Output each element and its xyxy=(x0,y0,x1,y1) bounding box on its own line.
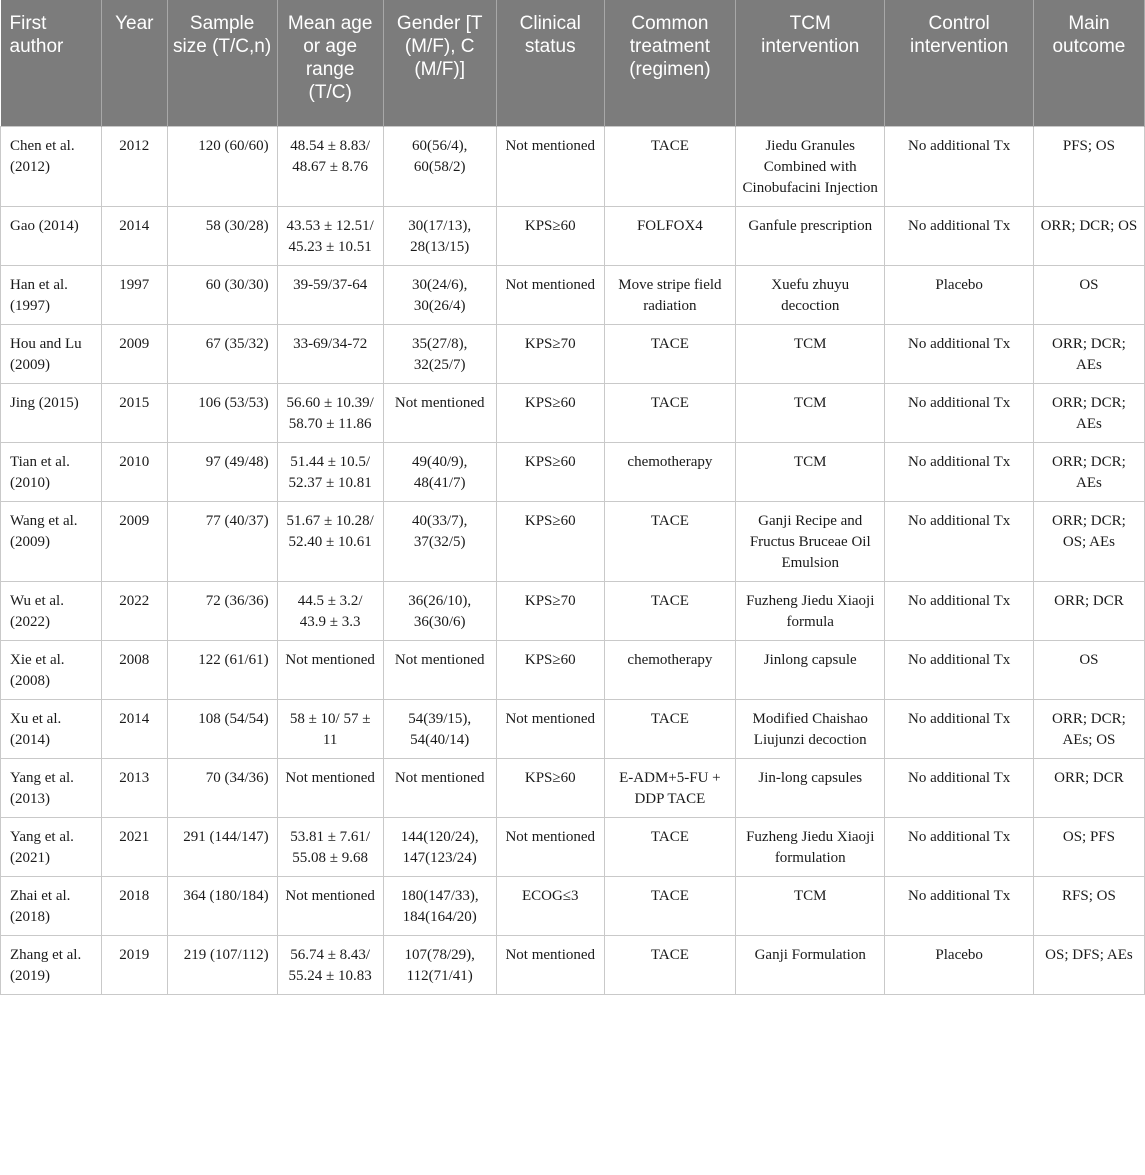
table-row xyxy=(1,640,1145,699)
cell-control: No additional Tx xyxy=(885,581,1033,640)
table-row xyxy=(1,817,1145,876)
cell-control: Placebo xyxy=(885,935,1033,994)
cell-gender: 54(39/15), 54(40/14) xyxy=(383,699,496,758)
cell-control: No additional Tx xyxy=(885,876,1033,935)
cell-tcm: Jin-long capsules xyxy=(736,758,885,817)
cell-age: 33-69/34-72 xyxy=(277,324,383,383)
cell-status: Not mentioned xyxy=(496,126,604,206)
cell-sample: 106 (53/53) xyxy=(167,383,277,442)
cell-gender: Not mentioned xyxy=(383,383,496,442)
cell-sample: 60 (30/30) xyxy=(167,265,277,324)
cell-tcm: TCM xyxy=(736,876,885,935)
cell-age: 51.44 ± 10.5/ 52.37 ± 10.81 xyxy=(277,442,383,501)
cell-treatment: TACE xyxy=(604,324,735,383)
cell-year: 2014 xyxy=(101,206,167,265)
cell-treatment: Move stripe field radiation xyxy=(604,265,735,324)
cell-gender: 144(120/24), 147(123/24) xyxy=(383,817,496,876)
table-row xyxy=(1,699,1145,758)
cell-tcm: Fuzheng Jiedu Xiaoji formula xyxy=(736,581,885,640)
column-header-mean-age: Mean age or age range (T/C) xyxy=(277,0,383,126)
cell-status: Not mentioned xyxy=(496,817,604,876)
cell-year: 2018 xyxy=(101,876,167,935)
cell-tcm: TCM xyxy=(736,442,885,501)
cell-control: No additional Tx xyxy=(885,206,1033,265)
cell-control: No additional Tx xyxy=(885,501,1033,581)
cell-outcome: OS; DFS; AEs xyxy=(1033,935,1144,994)
cell-year: 2014 xyxy=(101,699,167,758)
cell-age: 56.60 ± 10.39/ 58.70 ± 11.86 xyxy=(277,383,383,442)
cell-age: Not mentioned xyxy=(277,758,383,817)
table-row xyxy=(1,126,1145,206)
cell-age: 58 ± 10/ 57 ± 11 xyxy=(277,699,383,758)
cell-treatment: TACE xyxy=(604,501,735,581)
cell-control: No additional Tx xyxy=(885,640,1033,699)
table-header xyxy=(1,0,1145,126)
cell-author: Jing (2015) xyxy=(1,383,102,442)
cell-gender: 35(27/8), 32(25/7) xyxy=(383,324,496,383)
cell-year: 2008 xyxy=(101,640,167,699)
cell-outcome: ORR; DCR; AEs xyxy=(1033,383,1144,442)
cell-year: 2012 xyxy=(101,126,167,206)
cell-status: KPS≥70 xyxy=(496,581,604,640)
cell-control: No additional Tx xyxy=(885,324,1033,383)
cell-year: 2021 xyxy=(101,817,167,876)
cell-sample: 291 (144/147) xyxy=(167,817,277,876)
cell-year: 2015 xyxy=(101,383,167,442)
cell-treatment: FOLFOX4 xyxy=(604,206,735,265)
cell-sample: 70 (34/36) xyxy=(167,758,277,817)
cell-tcm: Jinlong capsule xyxy=(736,640,885,699)
cell-tcm: Modified Chaishao Liujunzi decoction xyxy=(736,699,885,758)
cell-status: Not mentioned xyxy=(496,699,604,758)
cell-treatment: chemotherapy xyxy=(604,442,735,501)
cell-treatment: TACE xyxy=(604,383,735,442)
cell-outcome: RFS; OS xyxy=(1033,876,1144,935)
cell-gender: 30(17/13), 28(13/15) xyxy=(383,206,496,265)
table-row xyxy=(1,442,1145,501)
table-row xyxy=(1,265,1145,324)
cell-tcm: Fuzheng Jiedu Xiaoji formulation xyxy=(736,817,885,876)
cell-gender: 180(147/33), 184(164/20) xyxy=(383,876,496,935)
cell-age: 48.54 ± 8.83/ 48.67 ± 8.76 xyxy=(277,126,383,206)
cell-author: Xie et al. (2008) xyxy=(1,640,102,699)
cell-gender: 40(33/7), 37(32/5) xyxy=(383,501,496,581)
cell-author: Yang et al. (2013) xyxy=(1,758,102,817)
table-row xyxy=(1,501,1145,581)
cell-treatment: chemotherapy xyxy=(604,640,735,699)
cell-sample: 97 (49/48) xyxy=(167,442,277,501)
column-header-control-intervention: Control intervention xyxy=(885,0,1033,126)
cell-status: KPS≥60 xyxy=(496,758,604,817)
cell-sample: 364 (180/184) xyxy=(167,876,277,935)
column-header-main-outcome: Main outcome xyxy=(1033,0,1144,126)
cell-tcm: Ganji Formulation xyxy=(736,935,885,994)
cell-sample: 77 (40/37) xyxy=(167,501,277,581)
cell-age: 43.53 ± 12.51/ 45.23 ± 10.51 xyxy=(277,206,383,265)
table-row xyxy=(1,876,1145,935)
cell-treatment: TACE xyxy=(604,699,735,758)
cell-year: 1997 xyxy=(101,265,167,324)
cell-control: No additional Tx xyxy=(885,442,1033,501)
cell-author: Wu et al. (2022) xyxy=(1,581,102,640)
cell-author: Wang et al. (2009) xyxy=(1,501,102,581)
table-body xyxy=(1,126,1145,994)
cell-tcm: Ganji Recipe and Fructus Bruceae Oil Emulsion xyxy=(736,501,885,581)
column-header-sample-size: Sample size (T/C,n) xyxy=(167,0,277,126)
cell-sample: 219 (107/112) xyxy=(167,935,277,994)
cell-status: KPS≥60 xyxy=(496,383,604,442)
cell-outcome: ORR; DCR; OS xyxy=(1033,206,1144,265)
column-header-tcm-intervention: TCM intervention xyxy=(736,0,885,126)
cell-gender: 107(78/29), 112(71/41) xyxy=(383,935,496,994)
table-row xyxy=(1,324,1145,383)
cell-tcm: TCM xyxy=(736,383,885,442)
cell-tcm: TCM xyxy=(736,324,885,383)
column-header-first-author: First author xyxy=(1,0,102,126)
cell-status: Not mentioned xyxy=(496,265,604,324)
cell-age: 51.67 ± 10.28/ 52.40 ± 10.61 xyxy=(277,501,383,581)
cell-age: 44.5 ± 3.2/ 43.9 ± 3.3 xyxy=(277,581,383,640)
cell-year: 2009 xyxy=(101,324,167,383)
cell-gender: 30(24/6), 30(26/4) xyxy=(383,265,496,324)
cell-author: Gao (2014) xyxy=(1,206,102,265)
cell-year: 2009 xyxy=(101,501,167,581)
cell-outcome: PFS; OS xyxy=(1033,126,1144,206)
cell-age: 53.81 ± 7.61/ 55.08 ± 9.68 xyxy=(277,817,383,876)
cell-control: No additional Tx xyxy=(885,126,1033,206)
cell-age: Not mentioned xyxy=(277,640,383,699)
column-header-gender: Gender [T (M/F), C (M/F)] xyxy=(383,0,496,126)
cell-age: 56.74 ± 8.43/ 55.24 ± 10.83 xyxy=(277,935,383,994)
cell-outcome: ORR; DCR; OS; AEs xyxy=(1033,501,1144,581)
header-row xyxy=(1,0,1145,126)
table-row xyxy=(1,206,1145,265)
cell-control: Placebo xyxy=(885,265,1033,324)
cell-treatment: TACE xyxy=(604,817,735,876)
cell-outcome: OS xyxy=(1033,265,1144,324)
cell-gender: Not mentioned xyxy=(383,758,496,817)
column-header-common-treatment: Common treatment (regimen) xyxy=(604,0,735,126)
cell-control: No additional Tx xyxy=(885,758,1033,817)
cell-year: 2019 xyxy=(101,935,167,994)
cell-treatment: TACE xyxy=(604,126,735,206)
cell-sample: 122 (61/61) xyxy=(167,640,277,699)
cell-year: 2013 xyxy=(101,758,167,817)
cell-year: 2010 xyxy=(101,442,167,501)
cell-sample: 72 (36/36) xyxy=(167,581,277,640)
cell-age: 39-59/37-64 xyxy=(277,265,383,324)
cell-author: Hou and Lu (2009) xyxy=(1,324,102,383)
cell-control: No additional Tx xyxy=(885,817,1033,876)
cell-status: Not mentioned xyxy=(496,935,604,994)
cell-status: KPS≥60 xyxy=(496,442,604,501)
cell-gender: 49(40/9), 48(41/7) xyxy=(383,442,496,501)
cell-tcm: Xuefu zhuyu decoction xyxy=(736,265,885,324)
cell-treatment: TACE xyxy=(604,876,735,935)
table-row xyxy=(1,935,1145,994)
cell-status: ECOG≤3 xyxy=(496,876,604,935)
cell-author: Han et al. (1997) xyxy=(1,265,102,324)
cell-outcome: ORR; DCR; AEs; OS xyxy=(1033,699,1144,758)
cell-author: Yang et al. (2021) xyxy=(1,817,102,876)
cell-sample: 108 (54/54) xyxy=(167,699,277,758)
cell-sample: 120 (60/60) xyxy=(167,126,277,206)
cell-sample: 58 (30/28) xyxy=(167,206,277,265)
cell-treatment: TACE xyxy=(604,935,735,994)
cell-outcome: OS; PFS xyxy=(1033,817,1144,876)
cell-outcome: ORR; DCR; AEs xyxy=(1033,324,1144,383)
cell-outcome: ORR; DCR xyxy=(1033,581,1144,640)
cell-status: KPS≥60 xyxy=(496,501,604,581)
table-row xyxy=(1,581,1145,640)
cell-outcome: OS xyxy=(1033,640,1144,699)
cell-outcome: ORR; DCR xyxy=(1033,758,1144,817)
cell-outcome: ORR; DCR; AEs xyxy=(1033,442,1144,501)
cell-year: 2022 xyxy=(101,581,167,640)
column-header-clinical-status: Clinical status xyxy=(496,0,604,126)
cell-sample: 67 (35/32) xyxy=(167,324,277,383)
cell-control: No additional Tx xyxy=(885,383,1033,442)
cell-author: Zhang et al. (2019) xyxy=(1,935,102,994)
cell-treatment: TACE xyxy=(604,581,735,640)
cell-author: Chen et al. (2012) xyxy=(1,126,102,206)
cell-author: Tian et al. (2010) xyxy=(1,442,102,501)
cell-gender: Not mentioned xyxy=(383,640,496,699)
cell-treatment: E-ADM+5-FU + DDP TACE xyxy=(604,758,735,817)
cell-control: No additional Tx xyxy=(885,699,1033,758)
table-row xyxy=(1,758,1145,817)
cell-status: KPS≥60 xyxy=(496,640,604,699)
cell-author: Xu et al. (2014) xyxy=(1,699,102,758)
cell-tcm: Ganfule prescription xyxy=(736,206,885,265)
cell-status: KPS≥60 xyxy=(496,206,604,265)
cell-status: KPS≥70 xyxy=(496,324,604,383)
cell-age: Not mentioned xyxy=(277,876,383,935)
table-row xyxy=(1,383,1145,442)
cell-gender: 60(56/4), 60(58/2) xyxy=(383,126,496,206)
cell-author: Zhai et al. (2018) xyxy=(1,876,102,935)
cell-tcm: Jiedu Granules Combined with Cinobufacini Injection xyxy=(736,126,885,206)
column-header-year: Year xyxy=(101,0,167,126)
cell-gender: 36(26/10), 36(30/6) xyxy=(383,581,496,640)
